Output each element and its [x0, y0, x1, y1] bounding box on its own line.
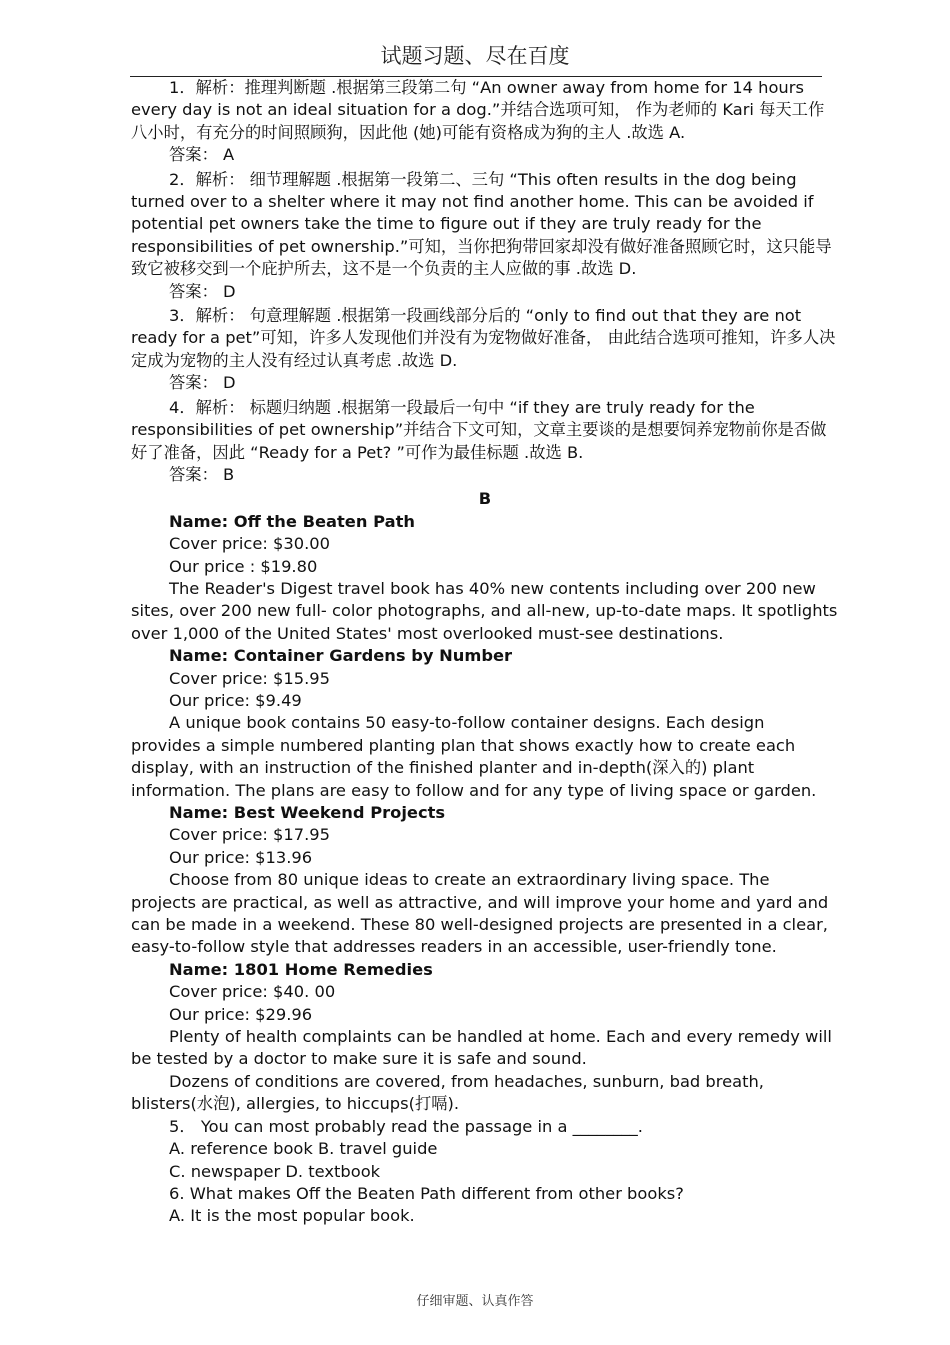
our-price: Our price: $9.49 — [169, 690, 302, 710]
analysis-3: 3．解析： 句意理解题 .根据第一段画线部分后的 “only to find out that they are not ready for a pet”可知，许多人发现他们并没有为宠物做好准备， 由此结合选项可推知，许多人决定成为宠物的主人没有经过认真考虑 .故选 D. — [131, 306, 836, 370]
answer-4: 答案： B — [169, 464, 235, 484]
our-price: Our price: $13.96 — [169, 847, 313, 867]
question-option: A. reference book B. travel guide — [169, 1139, 438, 1159]
answer-3: 答案： D — [169, 373, 236, 393]
analysis-4: 4．解析： 标题归纳题 .根据第一段最后一句中 “if they are truly ready for the responsibilities of pet ownership”并结合下文可知，文章主要谈的是想要饲养宠物前你是否做好了准备，因此 “Ready for a Pet? ”可作为最佳标题 .故选 B. — [131, 397, 827, 462]
book-name: Name: Container Gardens by Number — [169, 646, 513, 666]
book-description: Plenty of health complaints can be handled at home. Each and every remedy will be tested by a doctor to make sure it is safe and sound. — [131, 1027, 832, 1069]
section-label: B — [478, 489, 492, 509]
book-description: Dozens of conditions are covered, from headaches, sunburn, bad breath, blisters(水泡), allergies, to hiccups(打嗝). — [131, 1071, 764, 1114]
question-option: C. newspaper D. textbook — [169, 1161, 381, 1181]
cover-price: Cover price: $17.95 — [169, 825, 330, 845]
analysis-2: 2．解析： 细节理解题 .根据第一段第二、三句 “This often results in the dog being turned over to a shelter where it may not find another home. This can be avoided if potential pet owners take the time to figure out if they are truly ready for the responsibilities of pet ownership.”可知，当你把狗带回家却没有做好准备照顾它时，这只能导致它被移交到一个庇护所去，这不是一个负责的主人应做的事 .故选 D. — [131, 169, 832, 279]
question-stem: 6. What makes Off the Beaten Path different from other books? — [169, 1183, 684, 1203]
answer-1: 答案： A — [169, 145, 235, 165]
cover-price: Cover price: $40. 00 — [169, 982, 336, 1002]
book-description: A unique book contains 50 easy-to-follow container designs. Each design provides a simple numbered planting plan that shows exactly how to create each display, with an instruction of the finished planter and in-depth(深入的) plant information. The plans are easy to follow and for any type of living space or garden. — [131, 713, 817, 800]
question-option: A. It is the most popular book. — [169, 1206, 415, 1226]
document-body — [131, 77, 839, 1228]
book-name: Name: Best Weekend Projects — [169, 803, 446, 822]
page-footer: 仔细审题、认真作答 — [416, 1294, 534, 1309]
our-price: Our price: $29.96 — [169, 1004, 313, 1024]
book-description: The Reader's Digest travel book has 40% new contents including over 200 new sites, over 200 new full- color photographs, and all-new, up-to-date maps. It spotlights over 1,000 of the United States' most overlooked must-see destinations. — [131, 578, 838, 643]
question-stem: 5． You can most probably read the passage in a ________. — [169, 1116, 643, 1136]
answer-2: 答案： D — [169, 281, 236, 301]
our-price: Our price : $19.80 — [169, 556, 318, 576]
book-name: Name: 1801 Home Remedies — [169, 959, 433, 979]
page-header: 试题习题、尽在百度 — [380, 44, 570, 68]
analysis-1: 1．解析：推理判断题 .根据第三段第二句 “An owner away from home for 14 hours every day is not an ideal situation for a dog.”并结合选项可知， 作为老师的 Kari 每天工作八小时，有充分的时间照顾狗，因此他 (她)可能有资格成为狗的主人 .故选 A. — [131, 78, 825, 142]
book-description: Choose from 80 unique ideas to create an extraordinary living space. The projects are practical, as well as attractive, and will improve your home and yard and can be made in a weekend. These 80 well-designed projects are presented in a clear, easy-to-follow style that addresses readers in an accessible, user-friendly tone. — [131, 870, 829, 957]
cover-price: Cover price: $30.00 — [169, 534, 330, 554]
book-name: Name: Off the Beaten Path — [169, 511, 415, 531]
cover-price: Cover price: $15.95 — [169, 668, 330, 688]
